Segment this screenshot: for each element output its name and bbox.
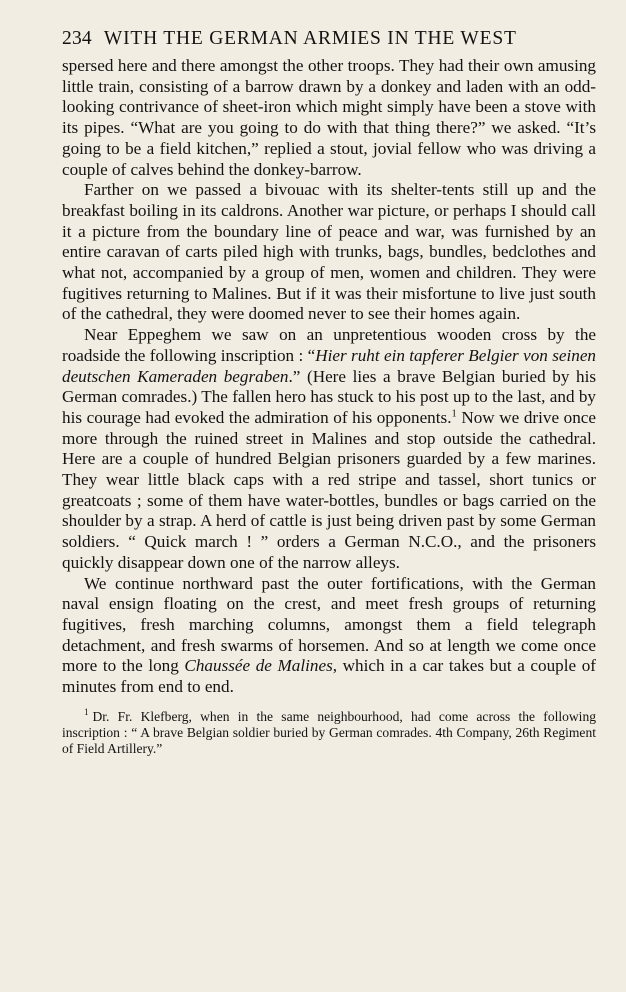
running-header (62, 28, 596, 50)
footnote (62, 709, 596, 758)
paragraph-continuation: spersed here and there amongst the other troops. They had their own amusing little train, consisting of a barrow drawn by a donkey and laden with an odd-looking contrivance of sheet-iron which might simply have been a stove with its pipes. “What are you going to do with that thing there?” we asked. “It’s going to be a field kitchen,” replied a stout, jovial fellow who was driving a couple of calves behind the donkey-barrow. (62, 56, 596, 179)
paragraph-northward (62, 574, 596, 698)
running-title: WITH THE GERMAN ARMIES IN THE WEST (103, 28, 517, 49)
paragraph-inscription-after-note: Now we drive once more through the ruined street in Malines and stop outside the cathedral. Here are a couple of hundred Belgian prisoners guarded by a few marines. They wear little black caps with a red stripe and tassel, short tunics or greatcoats ; some of them have water-bottles, bundles or bags carried on the shoulder by a strap. A herd of cattle is just being driven past by some German soldiers. “ Quick march ! ” orders a German N.C.O., and the prisoners quickly disappear down one of the narrow alleys. (62, 407, 597, 572)
paragraph-inscription-before-quote: Near Eppeghem we saw on an unpretentious wooden cross by the roadside the following inscription : “ (62, 325, 596, 365)
footnote-reference: 1 (451, 408, 457, 420)
footnote-text: Dr. Fr. Klefberg, when in the same neighbourhood, had come across the following inscription : “ A brave Belgian soldier buried by German comrades. 4th Company, 26th Regiment of Field Artillery.” (62, 708, 596, 757)
footnote-marker: 1 (84, 707, 89, 718)
page-body (62, 56, 596, 698)
paragraph-northward-after-italic: , which in a car takes but a couple of minutes from end to end. (62, 656, 596, 697)
paragraph-northward-before-italic: We continue northward past the outer fortifications, with the German naval ensign floating on the crest, and meet fresh groups of returning fugitives, fresh marching columns, amongst them a field telegraph detachment, and fresh swarms of horsemen. And so at length we come once more to the long (62, 573, 596, 676)
chaussee-name: Chaussée de Malines (184, 656, 333, 676)
paragraph-bivouac: Farther on we passed a bivouac with its shelter-tents still up and the breakfast boiling in its caldrons. Another war picture, or perhaps I should call it a picture from the boundary line of peace and war, was furnished by an entire caravan of carts piled high with trunks, bags, bundles, bedclothes and what not, accompanied by a group of men, women and children. They were fugitives returning to Malines. But if it was their misfortune to live just south of the cathedral, they were doomed never to see their homes again. (62, 180, 596, 324)
german-inscription: Hier ruht ein tapferer Belgier von seinen deutschen Kameraden begraben (62, 345, 596, 386)
paragraph-inscription-after-quote: .” (Here lies a brave Belgian buried by his German comrades.) The fallen hero has stuck to his post up to the last, and by his courage had evoked the admiration of his opponents. (62, 366, 597, 427)
paragraph-inscription (62, 325, 596, 573)
page-number: 234 (62, 28, 92, 49)
